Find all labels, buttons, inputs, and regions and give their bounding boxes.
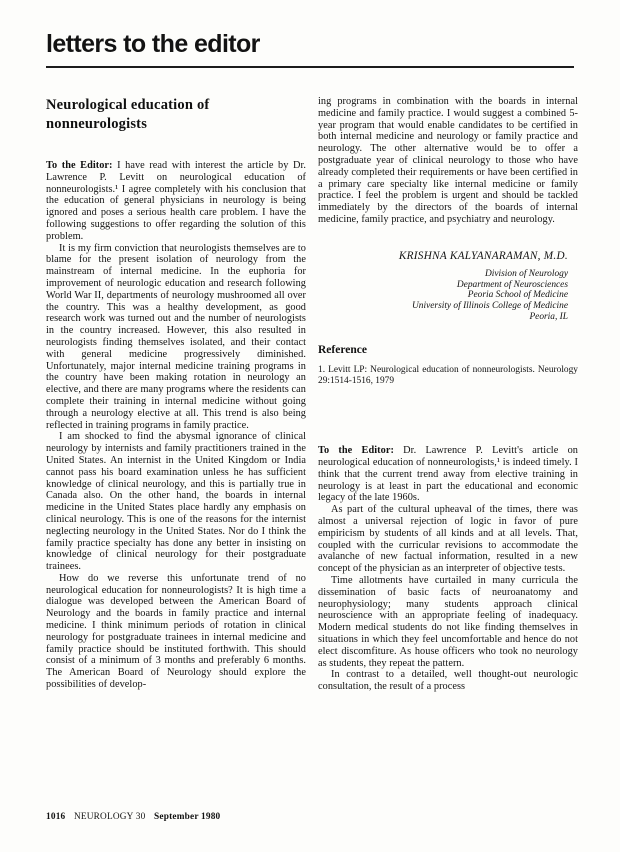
signature-block [318, 250, 578, 323]
footer-page-number: 1016 [46, 812, 66, 822]
affiliation-line: Division of Neurology [485, 268, 568, 279]
letter1-continuation: ing programs in combination with the boards in internal medicine and family practice. I would suggest a combined 5-year program that would enable candidates to be certified in both internal medicine and neurology or family practice and neurology. The other alternative would be to offer a postgraduate year of clinical neurology to those who have already completed their requirements or have been certified in a primary care specialty like internal medicine or family practice. I feel the problem is urgent and should be tackled immediately by the directors of the boards of internal medicine, family practice, and psychiatry and neurology. [318, 96, 578, 225]
letter2-paragraph-1-text: Dr. Lawrence P. Levitt's article on neurological education of nonneurologists,¹ is indeed timely. I think that the current trend away from elective training in neurology is at least in part the educational and economic legacy of the late 1960s. [318, 445, 578, 504]
footer-date: September 1980 [154, 812, 221, 822]
page-footer [46, 812, 220, 822]
letter2-salutation: To the Editor: [318, 445, 394, 457]
affiliation-line: University of Illinois College of Medicine [412, 301, 568, 312]
right-column [318, 96, 578, 693]
signature-name: KRISHNA KALYANARAMAN, M.D. [398, 249, 568, 262]
letter1-paragraph-1 [46, 160, 306, 243]
letter2-paragraph-3: Time allotments have curtailed in many curricula the dissemination of basic facts of neuroanatomy and neurophysiology; many students approach clinical neuroscience with an appropriate feeling of inadequacy. Modern medical students do not like finding themselves in situations in which they feel uncomfortable and hence do not elect discomfiture. As house officers who took no neurology as students, they repeat the pattern. [318, 574, 578, 669]
footer-journal: NEUROLOGY 30 [73, 812, 146, 822]
affiliation-line: Peoria, IL [529, 311, 568, 322]
letter1-title: Neurological education of nonneurologists [46, 97, 210, 132]
affiliation-line: Peoria School of Medicine [467, 290, 568, 301]
letter1-paragraph-1-text: I have read with interest the article by Dr. Lawrence P. Levitt on neurological education of nonneurologists.¹ I agree completely with his conclusion that the education of general physicians in neurology is being ignored and poses a serious health care problem. I have the following suggestions to offer regarding the solution of this problem. [46, 160, 307, 242]
reference-entry: 1. Levitt LP: Neurological education of nonneurologists. Neurology 29:1514-1516, 1979 [318, 364, 578, 386]
letter2-paragraph-1 [318, 445, 578, 504]
two-column-layout [46, 96, 578, 693]
letter1-salutation: To the Editor: [46, 160, 113, 171]
left-column [46, 96, 306, 693]
letter1-paragraph-2: It is my firm conviction that neurologists themselves are to blame for the present isolation of neurology from the mainstream of internal medicine. In the euphoria for improvement of neurologic education and research following World War II, departments of neurology mushroomed all over the country. This was a healthy development, as good research work was turned out and the number of neurologists in the country increased. However, this also resulted in neurologists finding themselves isolated, and their contact with general medicine progressively diminished. Unfortunately, major internal medicine training programs in the country have been making rotation in neurology an elective, and there are many programs where the residents can complete their training in internal medicine without going through a neurology elective at all. This trend is also being reflected in training programs in family practice. [46, 242, 306, 431]
signature-affiliation [318, 269, 568, 323]
letter1-paragraph-3: I am shocked to find the abysmal ignorance of clinical neurology by internists and family practitioners trained in the United States. An internist in the United Kingdom or India cannot pass his board examination unless he has sufficient knowledge of clinical neurology, and this is partially true in Canada also. On the other hand, the boards in internal medicine in the United States place hardly any emphasis on clinical neurology. This is one of the reasons for the internist neglecting neurology in the United States. Nor do I think the family practice specialty has done any better in insisting on knowledge of clinical neurology for their postgraduate trainees. [46, 431, 306, 573]
section-title: letters to the editor [46, 30, 260, 58]
letter2-paragraph-2: As part of the cultural upheaval of the times, there was almost a universal rejection of logic in favor of pure empiricism by students of all kinds and at all levels. That, coupled with the curricular revisions to accommodate the avalanche of new factual information, resulted in a new concept of the physician as an interpreter of objective tests. [318, 504, 578, 575]
header-rule [46, 66, 574, 68]
reference-heading: Reference [318, 343, 367, 356]
affiliation-line: Department of Neurosciences [456, 279, 568, 290]
letter2-paragraph-4: In contrast to a detailed, well thought-out neurologic consultation, the result of a process [318, 669, 578, 693]
letter1-paragraph-4: How do we reverse this unfortunate trend of no neurological education for nonneurologists? It is high time a dialogue was developed between the American Board of Neurology and the boards in family practice and internal medicine. I think minimum periods of rotation in clinical neurology for postgraduate trainees in internal medicine and family practice should be instituted forthwith. This should consist of a minimum of 3 months and preferably 6 months. The American Board of Neurology should explore the possibilities of develop- [46, 572, 306, 691]
